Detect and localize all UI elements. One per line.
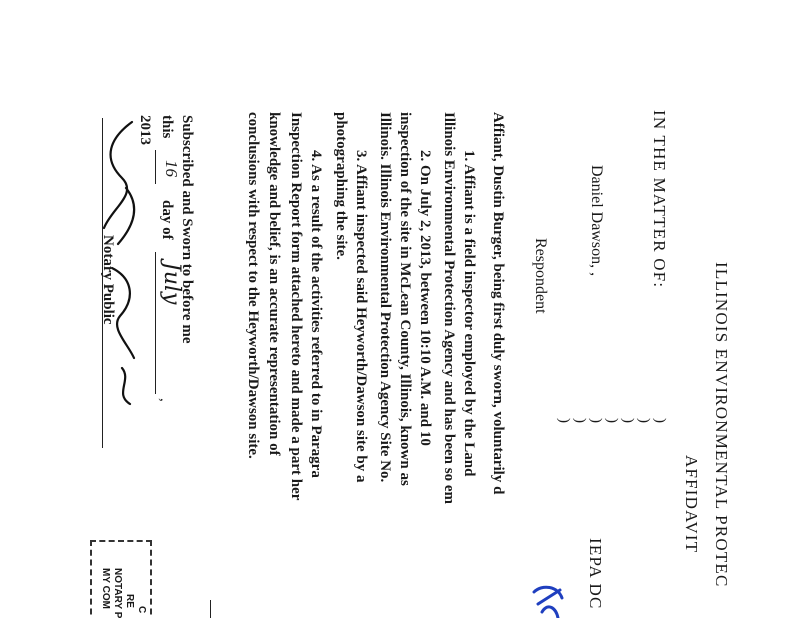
month-underline — [155, 252, 156, 394]
paragraph-2-line-2: inspection of the site in McLean County, Illinois, known as — [397, 112, 413, 486]
stamp-line-4: MY COM — [100, 568, 111, 609]
paragraph-2-line-3: Illinois. Illinois Environmental Protection Agency Site No. — [377, 112, 393, 483]
jurat-comma: , — [157, 398, 173, 402]
day-number: 16 — [162, 160, 181, 177]
notary-public-label: Notary Public — [100, 235, 116, 325]
paragraph-3-line-1: 3. Affiant inspected said Heyworth/Dawson site by a — [353, 150, 369, 483]
paragraph-4-line-1: 4. As a result of the activities referred to in Paragra — [308, 150, 324, 478]
party-role: Respondent — [532, 238, 549, 314]
signature-line-fragment — [210, 600, 211, 618]
paragraph-4-line-4: conclusions with respect to the Heyworth/Dawson site. — [245, 112, 261, 459]
caption-bracket: ) — [652, 418, 668, 423]
paragraph-4-line-2: Inspection Report form attached hereto and made a part her — [288, 112, 304, 501]
caption-bracket: ) — [572, 418, 588, 423]
agency-heading: ILLINOIS ENVIRONMENTAL PROTEC — [712, 262, 731, 588]
year-label: 2013 — [137, 115, 153, 145]
party-name: Daniel Dawson, , — [588, 165, 605, 277]
caption-bracket: ) — [636, 418, 652, 423]
paragraph-3-line-2: photographing the site. — [333, 112, 349, 260]
caption-bracket: ) — [588, 418, 604, 423]
stamp-line-3: NOTARY P — [112, 568, 123, 618]
stamp-line-2: RE — [124, 594, 135, 608]
stamp-line-1: C — [136, 606, 147, 614]
paragraph-2-line-1: 2. On July 2, 2013, between 10:10 A.M. and 10 — [417, 150, 433, 446]
subscribed-sworn-line: Subscribed and Sworn to before me — [179, 115, 195, 344]
month-handwritten: July — [159, 262, 184, 305]
case-label: IEPA DC — [586, 538, 605, 610]
day-underline — [155, 150, 156, 184]
in-the-matter-of: IN THE MATTER OF: — [650, 110, 669, 289]
signature-mark-icon — [528, 582, 568, 618]
caption-bracket: ) — [620, 418, 636, 423]
caption-bracket: ) — [556, 418, 572, 423]
day-of-label: day of — [159, 200, 175, 240]
caption-bracket: ) — [604, 418, 620, 423]
affidavit-title: AFFIDAVIT — [682, 455, 701, 554]
affiant-intro: Affiant, Dustin Burger, being first duly sworn, voluntarily d — [490, 112, 506, 495]
paragraph-1-line-1: 1. Affiant is a field inspector employed by the Land — [461, 150, 477, 477]
paragraph-1-line-2: Illinois Environmental Protection Agency and has been so em — [441, 112, 457, 504]
this-label: this — [159, 115, 175, 139]
paragraph-4-line-3: knowledge and belief, is an accurate representation of — [266, 112, 282, 456]
